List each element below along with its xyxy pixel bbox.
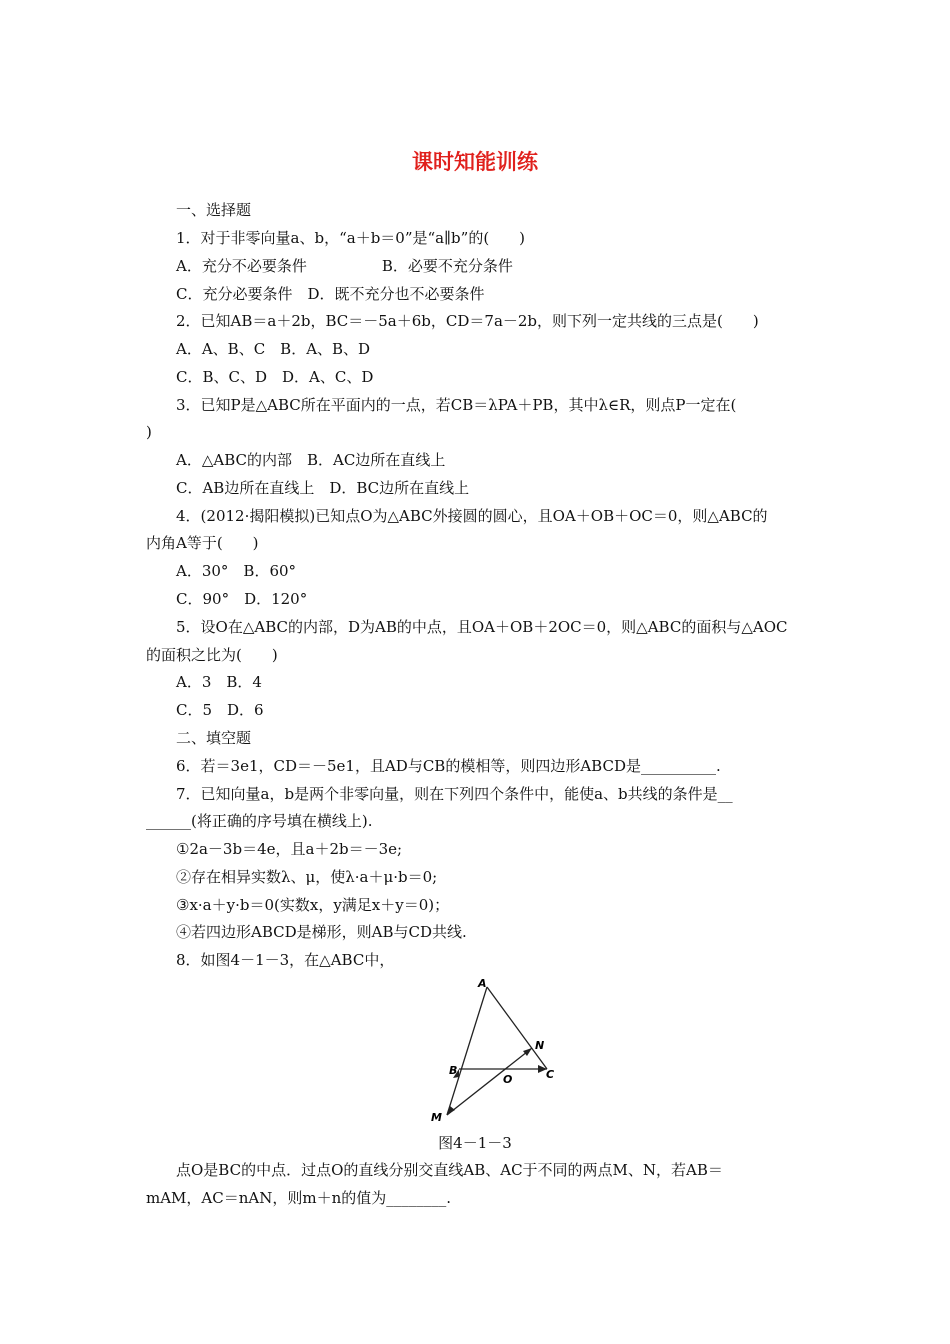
- figure-caption: 图4－1－3: [438, 1134, 512, 1152]
- question-7: 7．已知向量a，b是两个非零向量，则在下列四个条件中，能使a、b共线的条件是__: [176, 785, 733, 803]
- question-8: 8．如图4－1－3，在△ABC中，: [176, 951, 395, 969]
- section-heading-choice: 一、选择题: [176, 201, 252, 219]
- question-4: 4．(2012·揭阳模拟)已知点O为△ABC外接圆的圆心，且OA＋OB＋OC＝0，则△ABC的: [176, 507, 768, 525]
- question-1: 1．对于非零向量a、b，“a＋b＝0”是“a∥b”的( ): [176, 229, 526, 247]
- question-4-cont: 内角A等于( ): [146, 534, 259, 552]
- question-7-condition-4: ④若四边形ABCD是梯形，则AB与CD共线.: [176, 923, 467, 941]
- question-1-options-ab: A．充分不必要条件 B．必要不充分条件: [176, 257, 513, 275]
- page-title: 课时知能训练: [412, 150, 538, 174]
- label-n: N: [535, 1039, 545, 1052]
- question-5-options-ab: A．3 B．4: [176, 673, 262, 691]
- label-o: O: [503, 1073, 513, 1086]
- label-m: M: [431, 1111, 442, 1124]
- question-3-options-cd: C．AB边所在直线上 D．BC边所在直线上: [176, 479, 470, 497]
- question-6: 6．若＝3e1，CD＝－5e1，且AD与CB的模相等，则四边形ABCD是__________.: [176, 757, 721, 775]
- question-5: 5．设O在△ABC的内部，D为AB的中点，且OA＋OB＋2OC＝0，则△ABC的面积与△AOC: [176, 618, 788, 636]
- question-2-options-ab: A．A、B、C B．A、B、D: [176, 340, 371, 358]
- question-3: 3．已知P是△ABC所在平面内的一点，若CB＝λPA＋PB，其中λ∈R，则点P一定在(: [176, 396, 737, 414]
- label-a: A: [478, 977, 487, 990]
- segment-ac: [487, 987, 547, 1069]
- question-2: 2．已知AB＝a＋2b，BC＝－5a＋6b，CD＝7a－2b，则下列一定共线的三点是( ): [176, 312, 759, 330]
- section-heading-fill: 二、填空题: [176, 729, 252, 747]
- question-3-options-ab: A．△ABC的内部 B．AC边所在直线上: [176, 451, 446, 469]
- question-8-body-cont: mAM，AC＝nAN，则m＋n的值为________.: [146, 1189, 451, 1207]
- question-4-options-cd: C．90° D．120°: [176, 590, 308, 608]
- segment-mn: [447, 1048, 532, 1115]
- question-4-options-ab: A．30° B．60°: [176, 562, 297, 580]
- triangle-figure: [425, 975, 565, 1125]
- question-5-options-cd: C．5 D．6: [176, 701, 264, 719]
- question-7-cont: ______(将正确的序号填在横线上).: [146, 812, 373, 830]
- question-1-options-cd: C．充分必要条件 D．既不充分也不必要条件: [176, 285, 485, 303]
- label-b: B: [449, 1064, 458, 1077]
- question-7-condition-2: ②存在相异实数λ、μ，使λ·a＋μ·b＝0;: [176, 868, 438, 886]
- question-8-body: 点O是BC的中点．过点O的直线分别交直线AB、AC于不同的两点M、N，若AB＝: [176, 1161, 723, 1179]
- question-5-cont: 的面积之比为( ): [146, 646, 278, 664]
- question-7-condition-1: ①2a－3b＝4e，且a＋2b＝－3e;: [176, 840, 403, 858]
- segment-am: [447, 987, 487, 1115]
- question-7-condition-3: ③x·a＋y·b＝0(实数x，y满足x＋y＝0)；: [176, 896, 450, 914]
- label-c: C: [546, 1068, 555, 1081]
- question-2-options-cd: C．B、C、D D．A、C、D: [176, 368, 374, 386]
- question-3-cont: ): [146, 423, 152, 441]
